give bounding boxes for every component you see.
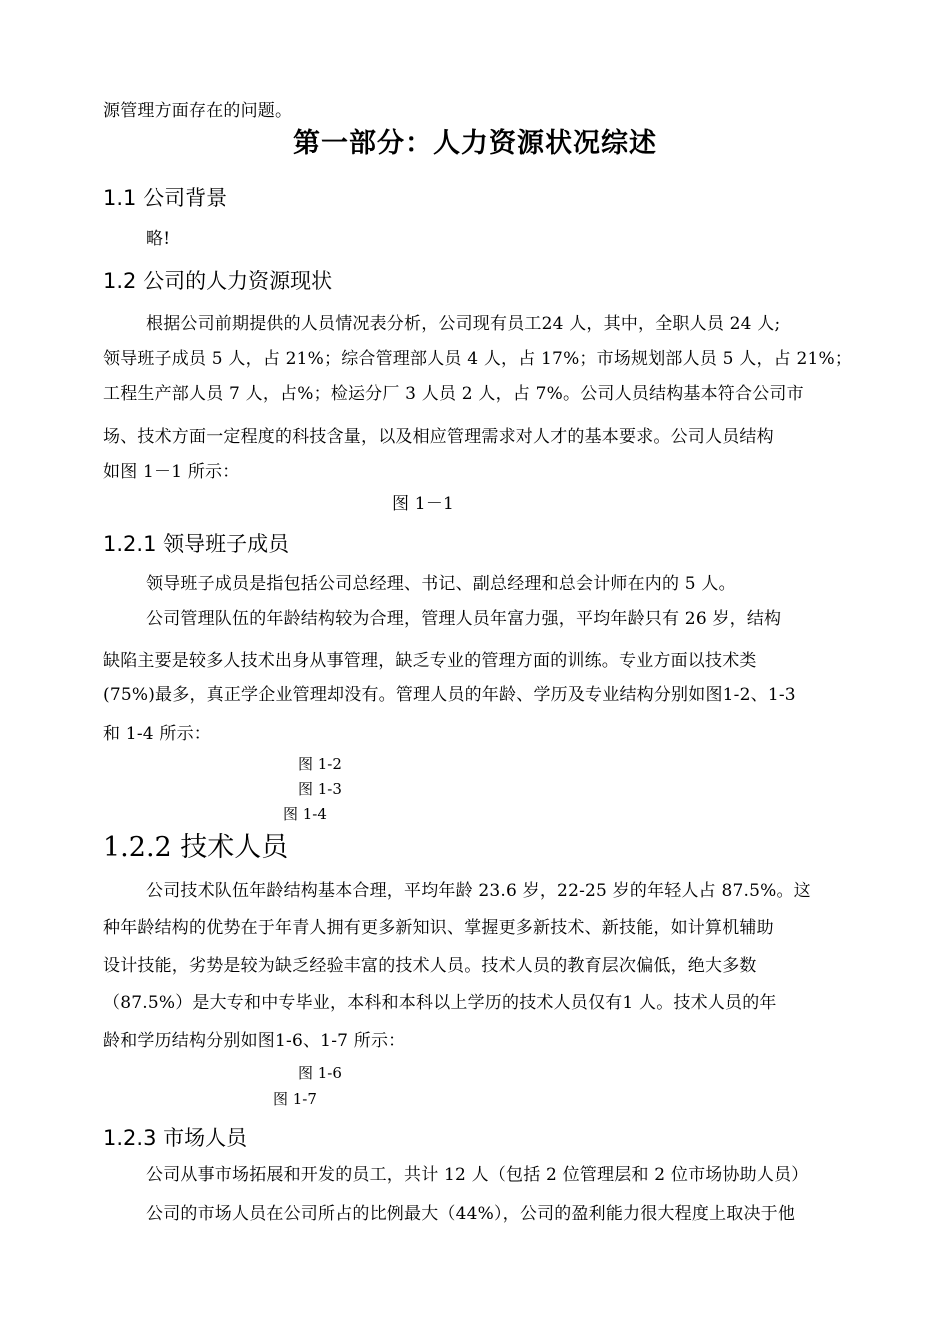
paragraph-line: 和 1-4 所示： <box>103 724 211 744</box>
section-heading-1-1: 1.1 公司背景 <box>103 186 228 210</box>
paragraph-line: 种年龄结构的优势在于年青人拥有更多新知识、掌握更多新技术、新技能，如计算机辅助 <box>103 918 774 938</box>
figure-caption: 图 1-7 <box>273 1090 317 1108</box>
paragraph-line: 领导班子成员是指包括公司总经理、书记、副总经理和总会计师在内的 5 人。 <box>146 574 736 594</box>
paragraph-line: 领导班子成员 5 人，占 21%；综合管理部人员 4 人，占 17%；市场规划部人员 5 人，占 21%； <box>103 349 853 369</box>
paragraph-line: 公司技术队伍年龄结构基本合理，平均年龄 23.6 岁，22-25 岁的年轻人占 87.5%。这 <box>146 881 811 901</box>
paragraph-line: 公司管理队伍的年龄结构较为合理，管理人员年富力强，平均年龄只有 26 岁，结构 <box>146 609 782 629</box>
section-heading-1-2: 1.2 公司的人力资源现状 <box>103 269 333 293</box>
section-heading-1-2-1: 1.2.1 领导班子成员 <box>103 532 290 556</box>
figure-caption: 图 1－1 <box>392 494 455 514</box>
figure-caption: 图 1-3 <box>298 780 342 798</box>
paragraph-line: (75%)最多，真正学企业管理却没有。管理人员的年龄、学历及专业结构分别如图1-2、1-3 <box>103 685 796 705</box>
part-title: 第一部分：人力资源状况综述 <box>293 128 657 159</box>
paragraph-line: 公司从事市场拓展和开发的员工，共计 12 人（包括 2 位管理层和 2 位市场协助人员） <box>146 1165 809 1185</box>
paragraph-line: 缺陷主要是较多人技术出身从事管理，缺乏专业的管理方面的训练。专业方面以技术类 <box>103 651 757 671</box>
paragraph-line: 龄和学历结构分别如图1-6、1-7 所示： <box>103 1031 406 1051</box>
paragraph-line: 公司的市场人员在公司所占的比例最大（44%），公司的盈利能力很大程度上取决于他 <box>146 1204 796 1224</box>
figure-caption: 图 1-6 <box>298 1064 342 1082</box>
section-1-1-body: 略! <box>146 229 171 249</box>
paragraph-line: 如图 1－1 所示： <box>103 462 240 482</box>
figure-caption: 图 1-4 <box>283 805 327 823</box>
intro-tail-text: 源管理方面存在的问题。 <box>103 101 293 121</box>
paragraph-line: 场、技术方面一定程度的科技含量，以及相应管理需求对人才的基本要求。公司人员结构 <box>103 427 774 447</box>
figure-caption: 图 1-2 <box>298 755 342 773</box>
section-heading-1-2-3: 1.2.3 市场人员 <box>103 1126 248 1150</box>
paragraph-line: 设计技能，劣势是较为缺乏经验丰富的技术人员。技术人员的教育层次偏低，绝大多数 <box>103 956 757 976</box>
section-heading-1-2-2: 1.2.2 技术人员 <box>103 832 289 863</box>
paragraph-line: 工程生产部人员 7 人，占%；检运分厂 3 人员 2 人，占 7%。公司人员结构基本符合公司市 <box>103 384 804 404</box>
paragraph-line: 根据公司前期提供的人员情况表分析，公司现有员工24 人，其中，全职人员 24 人; <box>146 314 781 334</box>
paragraph-line: （87.5%）是大专和中专毕业，本科和本科以上学历的技术人员仅有1 人。技术人员的年 <box>103 993 777 1013</box>
